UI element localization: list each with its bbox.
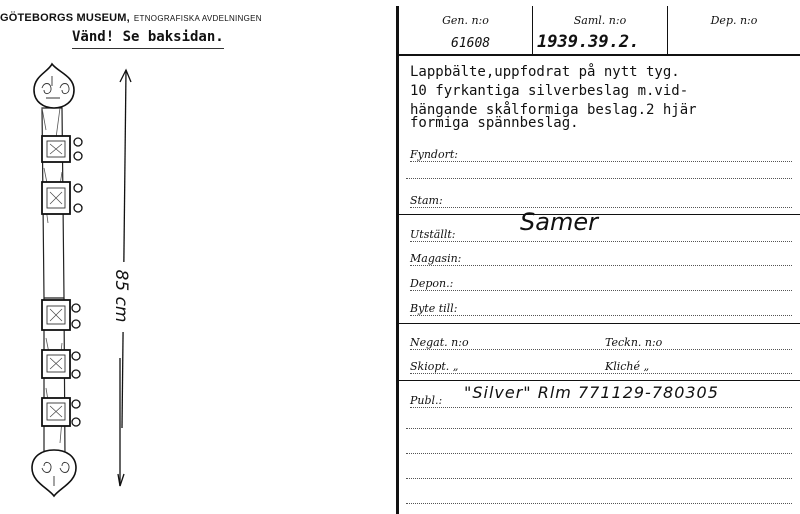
dep-number-label: Dep. n:o	[710, 14, 758, 27]
description-line-4: formiga spännbeslag.	[410, 115, 579, 131]
bottom-heart-buckle	[32, 450, 76, 496]
square-fitting-2	[42, 182, 82, 214]
stam-field	[410, 194, 792, 210]
length-label: 85 cm	[111, 269, 131, 323]
skiopt-kliche-row	[410, 360, 792, 376]
utstallt-field	[410, 228, 792, 244]
museum-name: GÖTEBORGS MUSEUM,	[0, 12, 130, 24]
description-line-2: 10 fyrkantiga silverbeslag m.vid-	[410, 83, 689, 99]
utstallt-label: Utställt:	[410, 228, 456, 241]
blank-line	[406, 503, 792, 504]
description-line-1: Lappbälte,uppfodrat på nytt tyg.	[410, 64, 680, 80]
square-fitting-4	[42, 350, 80, 378]
section-rule-1	[399, 214, 800, 215]
card-left-border	[396, 6, 399, 514]
negat-teckn-row	[410, 336, 792, 352]
museum-heading	[0, 8, 262, 26]
belt-drawing	[20, 58, 220, 498]
header-bottom-rule	[399, 54, 800, 56]
description-line-3: hängande skålformiga beslag.2 hjär	[410, 102, 697, 118]
publ-handwritten-value: "Silver" Rlm 771129-780305	[464, 383, 719, 402]
section-rule-3	[399, 380, 800, 381]
department-name: ETNOGRAFISKA AVDELNINGEN	[133, 14, 262, 23]
square-fitting-1	[42, 136, 82, 162]
depon-label: Depon.:	[410, 277, 454, 290]
turn-over-text: Vänd! Se baksidan.	[72, 29, 224, 45]
utstallt-handwritten-value: Samer	[520, 208, 598, 236]
negat-label: Negat. n:o	[410, 336, 469, 349]
saml-number-cell	[533, 6, 667, 54]
kliche-label: Kliché „	[602, 360, 651, 373]
turn-over-note	[72, 29, 224, 45]
fyndort-field	[410, 148, 792, 164]
byte-till-field	[410, 302, 792, 318]
turn-over-underline	[72, 48, 224, 49]
dep-number-cell	[668, 6, 800, 54]
fyndort-label: Fyndort:	[410, 148, 458, 161]
magasin-label: Magasin:	[410, 252, 462, 265]
saml-number-label: Saml. n:o	[573, 14, 627, 27]
blank-line	[406, 428, 792, 429]
magasin-field	[410, 252, 792, 268]
gen-number-value: 61608	[451, 36, 491, 51]
depon-field	[410, 277, 792, 293]
saml-number-value: 1939.39.2.	[537, 32, 640, 52]
publ-label: Publ.:	[410, 394, 443, 407]
gen-number-cell	[399, 6, 532, 54]
gen-number-label: Gen. n:o	[442, 14, 489, 27]
section-rule-2	[399, 323, 800, 324]
top-heart-buckle	[34, 64, 74, 108]
byte-till-label: Byte till:	[410, 302, 458, 315]
blank-line	[406, 478, 792, 479]
skiopt-label: Skiopt. „	[410, 360, 459, 373]
blank-line	[406, 453, 792, 454]
stam-label: Stam:	[410, 194, 443, 207]
object-description	[410, 62, 795, 132]
blank-line	[406, 178, 792, 179]
length-arrow	[106, 70, 134, 486]
square-fitting-5	[42, 398, 80, 426]
square-fitting-3	[42, 300, 80, 330]
teckn-label: Teckn. n:o	[602, 336, 664, 349]
catalogue-card	[396, 0, 800, 514]
